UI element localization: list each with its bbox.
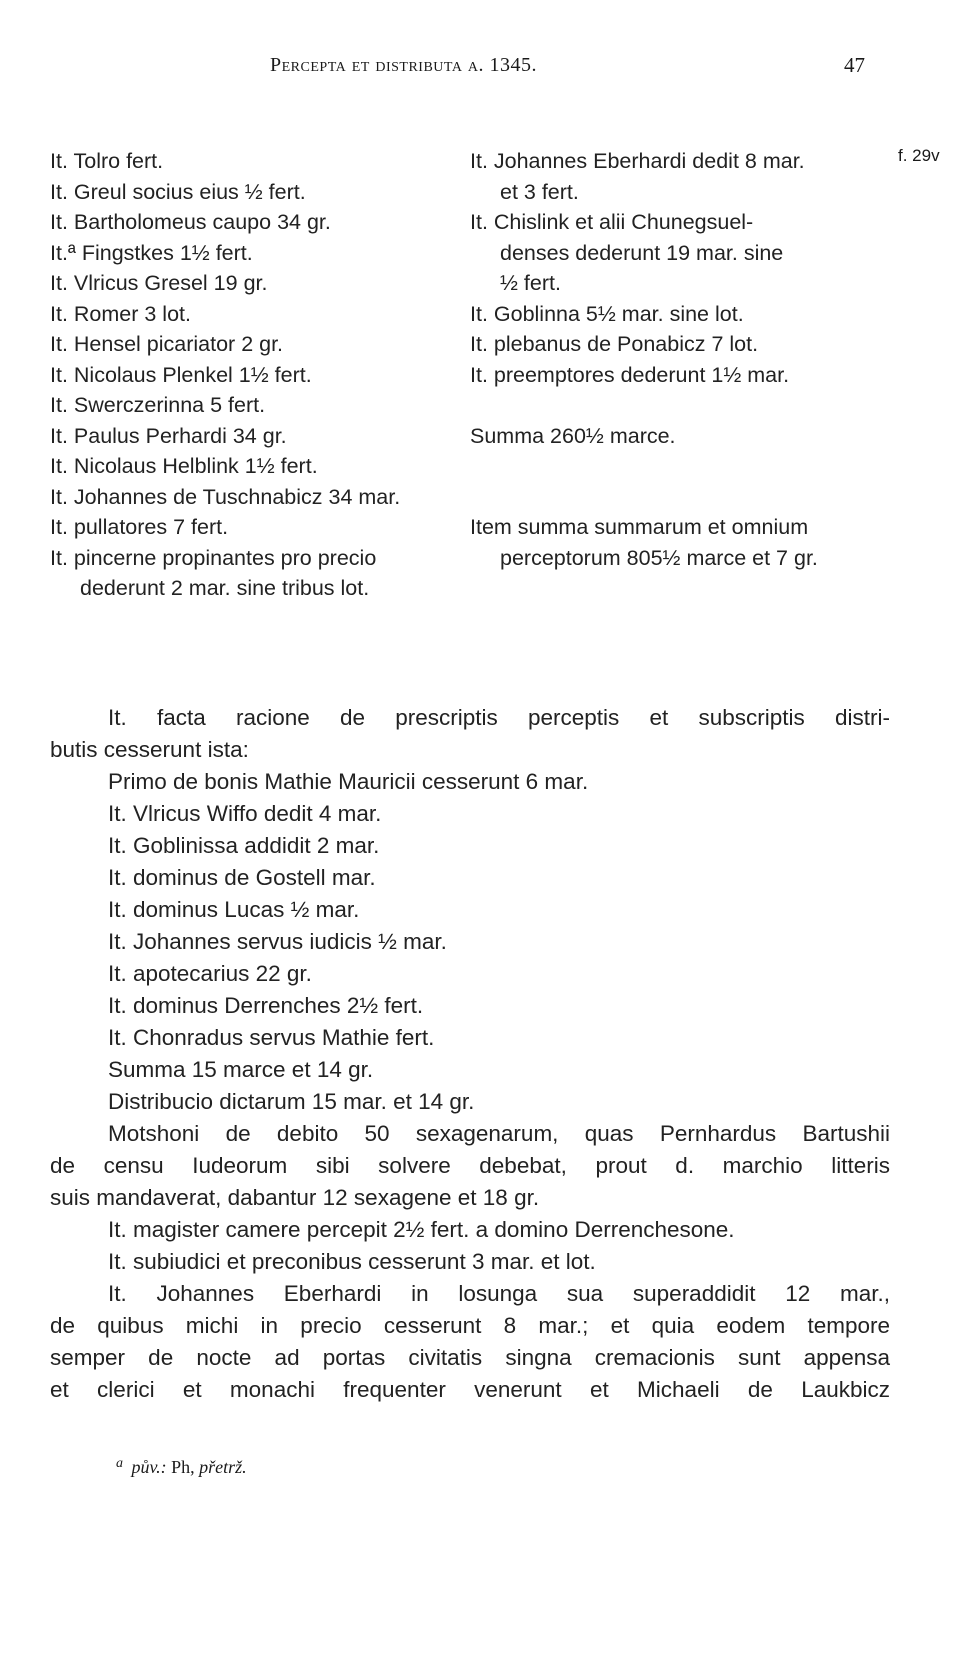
text-line: Summa 15 marce et 14 gr. xyxy=(108,1057,374,1082)
text-line: It. magister camere percepit 2½ fert. a domino Derrenchesone. xyxy=(108,1217,735,1242)
list-item: It. Nicolaus Plenkel 1½ fert. xyxy=(50,362,312,387)
list-item: dederunt 2 mar. sine tribus lot. xyxy=(80,576,370,600)
text-line: Primo de bonis Mathie Mauricii cesserunt 6 mar. xyxy=(108,769,589,794)
summa-line: Summa 260½ marce. xyxy=(470,423,676,448)
folio-note: f. 29v xyxy=(898,146,940,165)
page-number: 47 xyxy=(844,53,865,77)
list-item: ½ fert. xyxy=(500,271,561,295)
text-line: It. Johannes servus iudicis ½ mar. xyxy=(108,929,447,954)
list-item: It. pullatores 7 fert. xyxy=(50,515,229,539)
right-column xyxy=(470,146,890,573)
summa-total-line: Item summa summarum et omnium xyxy=(470,515,809,539)
list-item: It. Paulus Perhardi 34 gr. xyxy=(50,423,287,448)
text-line: It. Johannes Eberhardi in losunga sua superaddidit 12 mar., xyxy=(108,1281,890,1306)
list-item: It. preemptores dederunt 1½ mar. xyxy=(470,362,790,387)
text-line: It. Chonradus servus Mathie fert. xyxy=(108,1025,435,1050)
running-title: Percepta et distributa a. 1345. xyxy=(270,54,538,76)
list-item: It. pincerne propinantes pro precio xyxy=(50,545,377,570)
footnote-text: Ph, xyxy=(171,1457,195,1477)
list-item: It. Romer 3 lot. xyxy=(50,301,191,326)
list-item: It. Tolro fert. xyxy=(50,149,164,173)
list-item: It. Hensel picariator 2 gr. xyxy=(50,332,284,356)
list-item: It. Nicolaus Helblink 1½ fert. xyxy=(50,454,318,478)
text-line: suis mandaverat, dabantur 12 sexagene et 18 gr. xyxy=(50,1185,540,1210)
text-line: Distribucio dictarum 15 mar. et 14 gr. xyxy=(108,1089,475,1114)
text-line: It. subiudici et preconibus cesserunt 3 mar. et lot. xyxy=(108,1249,596,1274)
footnote-note: přetrž. xyxy=(199,1457,247,1477)
left-column xyxy=(50,146,460,604)
text-line: de quibus michi in precio cesserunt 8 mar.; et quia eodem tempore xyxy=(50,1313,890,1338)
body-text xyxy=(50,702,890,1406)
list-item: It. Goblinna 5½ mar. sine lot. xyxy=(470,301,744,326)
text-line: de censu Iudeorum sibi solvere debebat, prout d. marchio litteris xyxy=(50,1153,890,1178)
text-line: It. Vlricus Wiffo dedit 4 mar. xyxy=(108,801,382,826)
list-item: It. Greul socius eius ½ fert. xyxy=(50,179,306,204)
list-item: denses dederunt 19 mar. sine xyxy=(500,240,784,265)
summa-total-line: perceptorum 805½ marce et 7 gr. xyxy=(500,545,818,570)
list-item: It. Bartholomeus caupo 34 gr. xyxy=(50,210,331,234)
list-item: It. Chislink et alii Chunegsuel- xyxy=(470,210,754,234)
text-line: Motshoni de debito 50 sexagenarum, quas Pernhardus Bartushii xyxy=(108,1121,890,1146)
footnote-mark: a xyxy=(116,1456,123,1471)
text-line: semper de nocte ad portas civitatis singna cremacionis sunt appensa xyxy=(50,1345,890,1370)
footnote xyxy=(116,1456,247,1478)
text-line: butis cesserunt ista: xyxy=(50,737,249,762)
list-item: It. Vlricus Gresel 19 gr. xyxy=(50,271,268,295)
text-line: It. dominus Derrenches 2½ fert. xyxy=(108,993,424,1018)
list-item: It. plebanus de Ponabicz 7 lot. xyxy=(470,332,759,356)
list-item: It. Johannes Eberhardi dedit 8 mar. xyxy=(470,149,805,173)
text-line: et clerici et monachi frequenter venerunt et Michaeli de Laukbicz xyxy=(50,1377,890,1402)
text-line: It. dominus de Gostell mar. xyxy=(108,865,376,890)
text-line: It. dominus Lucas ½ mar. xyxy=(108,897,360,922)
list-item: et 3 fert. xyxy=(500,179,579,204)
list-item: It. Johannes de Tuschnabicz 34 mar. xyxy=(50,484,401,509)
text-line: It. Goblinissa addidit 2 mar. xyxy=(108,833,380,858)
text-line: It. apotecarius 22 gr. xyxy=(108,961,312,986)
list-item: It.ª Fingstkes 1½ fert. xyxy=(50,240,253,265)
footnote-abbrev: pův.: xyxy=(131,1457,167,1477)
text-line: It. facta racione de prescriptis perceptis et subscriptis distri- xyxy=(108,705,890,730)
list-item: It. Swerczerinna 5 fert. xyxy=(50,393,266,417)
